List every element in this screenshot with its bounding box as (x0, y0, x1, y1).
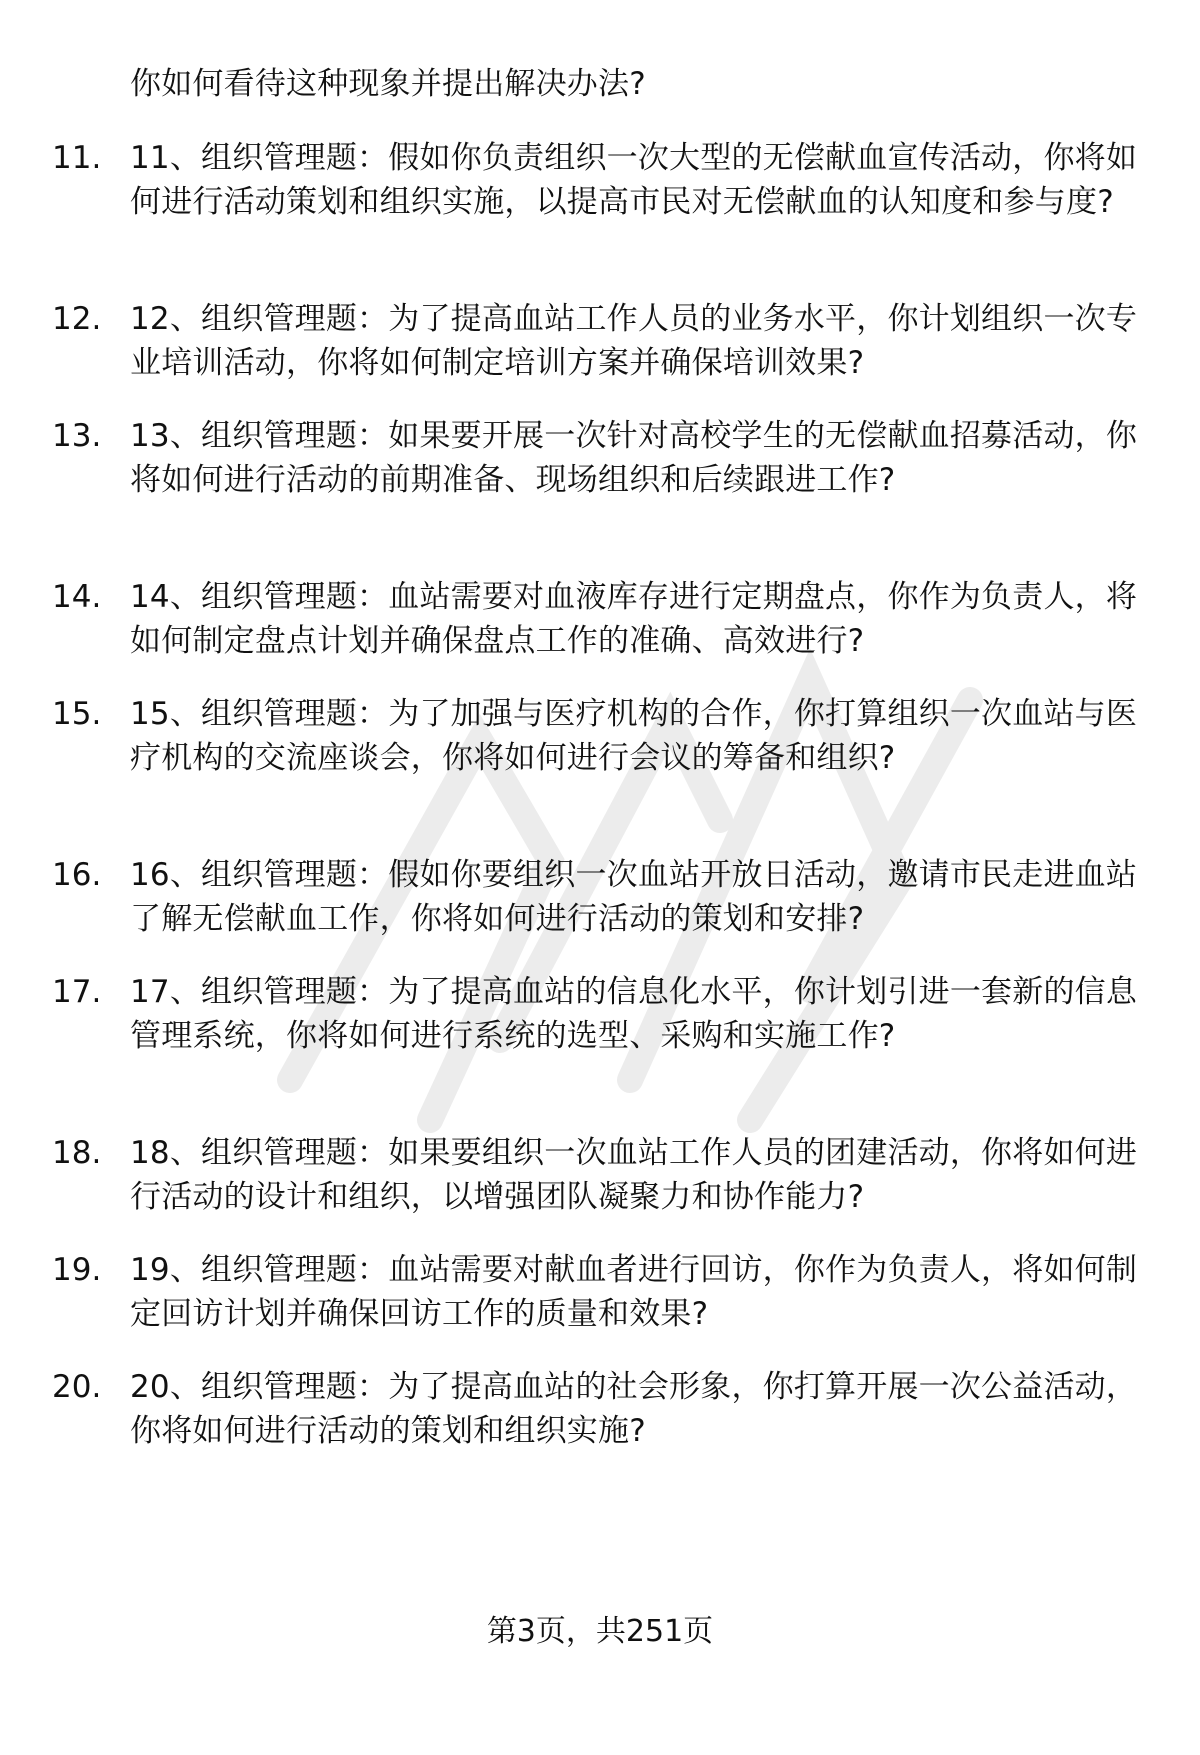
item-text: 20、组织管理题：为了提高血站的社会形象，你打算开展一次公益活动，你将如何进行活动的策划和组织实施? (130, 1369, 1138, 1449)
item-text: 19、组织管理题：血站需要对献血者进行回访，你作为负责人，将如何制定回访计划并确保回访工作的质量和效果? (130, 1252, 1138, 1332)
item-text: 18、组织管理题：如果要组织一次血站工作人员的团建活动，你将如何进行活动的设计和组织，以增强团队凝聚力和协作能力? (130, 1135, 1138, 1215)
item-text: 15、组织管理题：为了加强与医疗机构的合作，你打算组织一次血站与医疗机构的交流座谈会，你将如何进行会议的筹备和组织? (130, 696, 1138, 776)
item-number: 11. (52, 140, 102, 176)
lead-text: 你如何看待这种现象并提出解决办法? (130, 66, 646, 102)
item-number: 18. (52, 1135, 102, 1171)
item-text: 11、组织管理题：假如你负责组织一次大型的无偿献血宣传活动，你将如何进行活动策划和组织实施，以提高市民对无偿献血的认知度和参与度? (130, 140, 1138, 220)
item-number: 14. (52, 579, 102, 615)
item-number: 20. (52, 1369, 102, 1405)
item-text: 12、组织管理题：为了提高血站工作人员的业务水平，你计划组织一次专业培训活动，你将如何制定培训方案并确保培训效果? (130, 301, 1138, 381)
item-number: 17. (52, 974, 102, 1010)
item-number: 13. (52, 418, 102, 454)
item-number: 12. (52, 301, 102, 337)
item-number: 15. (52, 696, 102, 732)
item-text: 14、组织管理题：血站需要对血液库存进行定期盘点，你作为负责人，将如何制定盘点计划并确保盘点工作的准确、高效进行? (130, 579, 1138, 659)
item-number: 19. (52, 1252, 102, 1288)
item-text: 13、组织管理题：如果要开展一次针对高校学生的无偿献血招募活动，你将如何进行活动的前期准备、现场组织和后续跟进工作? (130, 418, 1138, 498)
item-text: 16、组织管理题：假如你要组织一次血站开放日活动，邀请市民走进血站了解无偿献血工作，你将如何进行活动的策划和安排? (130, 857, 1138, 937)
page-footer: 第3页，共251页 (486, 1614, 714, 1649)
item-number: 16. (52, 857, 102, 893)
item-text: 17、组织管理题：为了提高血站的信息化水平，你计划引进一套新的信息管理系统，你将如何进行系统的选型、采购和实施工作? (130, 974, 1138, 1054)
